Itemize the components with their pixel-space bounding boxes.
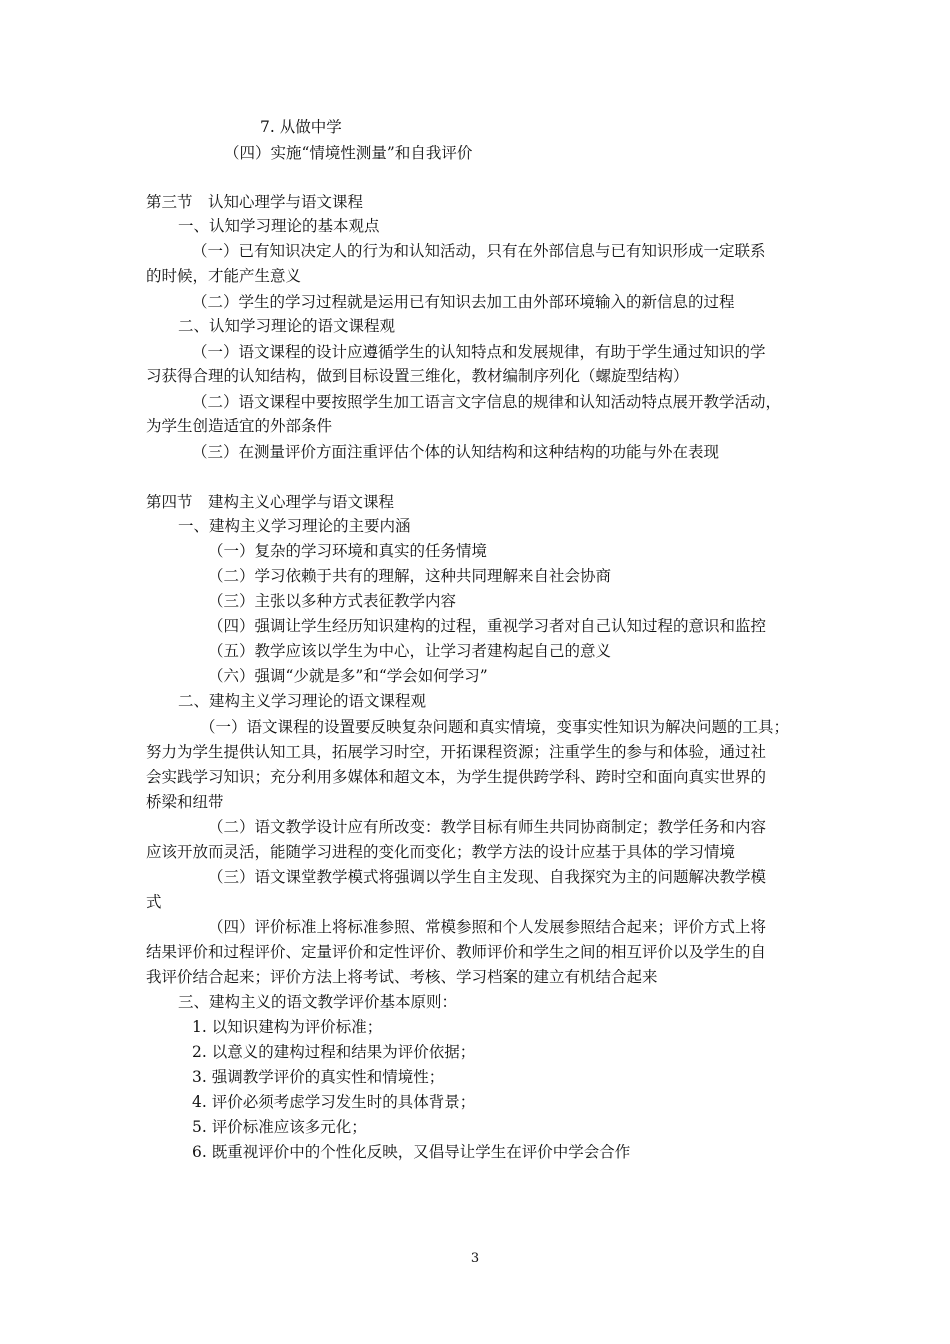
- section-4-list-item: （六）强调“少就是多”和“学会如何学习”: [208, 667, 488, 685]
- section-3-para: 为学生创造适宜的外部条件: [146, 417, 333, 435]
- section-4-para: （二）语文教学设计应有所改变：教学目标有师生共同协商制定；教学任务和内容: [208, 818, 767, 836]
- section-4-list-item: （三）主张以多种方式表征教学内容: [208, 592, 457, 610]
- section-4-part-1-heading: 一、建构主义学习理论的主要内涵: [178, 517, 411, 535]
- section-4-para: （一）语文课程的设置要反映复杂问题和真实情境，变事实性知识为解决问题的工具；: [200, 718, 790, 736]
- section-3-para: （三）在测量评价方面注重评估个体的认知结构和这种结构的功能与外在表现: [192, 443, 720, 461]
- section-4-para: （四）评价标准上将标准参照、常模参照和个人发展参照结合起来；评价方式上将: [208, 918, 767, 936]
- section-4-list-item: （四）强调让学生经历知识建构的过程，重视学习者对自己认知过程的意识和监控: [208, 617, 767, 635]
- principle-list-item: 4. 评价必须考虑学习发生时的具体背景；: [192, 1093, 476, 1111]
- subsection-4-heading: （四）实施“情境性测量”和自我评价: [224, 144, 473, 162]
- section-4-list-item: （一）复杂的学习环境和真实的任务情境: [208, 542, 488, 560]
- section-4-para: 会实践学习知识；充分利用多媒体和超文本，为学生提供跨学科、跨时空和面向真实世界的: [146, 768, 767, 786]
- section-3-title: 第三节 认知心理学与语文课程: [146, 193, 364, 211]
- section-3-para: （一）语文课程的设计应遵循学生的认知特点和发展规律，有助于学生通过知识的学: [192, 343, 766, 361]
- section-4-title: 第四节 建构主义心理学与语文课程: [146, 493, 395, 511]
- principle-list-item: 5. 评价标准应该多元化；: [192, 1118, 367, 1136]
- section-3-para: （一）已有知识决定人的行为和认知活动，只有在外部信息与已有知识形成一定联系: [192, 242, 766, 260]
- principle-list-item: 1. 以知识建构为评价标准；: [192, 1018, 383, 1036]
- section-4-para: 结果评价和过程评价、定量评价和定性评价、教师评价和学生之间的相互评价以及学生的自: [146, 943, 767, 961]
- section-4-part-3-heading: 三、建构主义的语文教学评价基本原则：: [178, 993, 458, 1011]
- page-number: 3: [470, 1251, 480, 1266]
- section-4-para: （三）语文课堂教学模式将强调以学生自主发现、自我探究为主的问题解决教学模: [208, 868, 767, 886]
- section-3-part-1-heading: 一、认知学习理论的基本观点: [178, 217, 380, 235]
- section-3-para: 的时候，才能产生意义: [146, 267, 302, 285]
- section-4-para: 我评价结合起来；评价方法上将考试、考核、学习档案的建立有机结合起来: [146, 968, 658, 986]
- section-3-para: 习获得合理的认知结构，做到目标设置三维化，教材编制序列化（螺旋型结构）: [146, 367, 689, 385]
- section-3-part-2-heading: 二、认知学习理论的语文课程观: [178, 317, 396, 335]
- section-3-para: （二）语文课程中要按照学生加工语言文字信息的规律和认知活动特点展开教学活动，: [192, 393, 782, 411]
- section-4-part-2-heading: 二、建构主义学习理论的语文课程观: [178, 692, 427, 710]
- principle-list-item: 2. 以意义的建构过程和结果为评价依据；: [192, 1043, 476, 1061]
- section-4-para: 桥梁和纽带: [146, 793, 224, 811]
- section-4-para: 式: [146, 893, 162, 911]
- section-4-list-item: （五）教学应该以学生为中心，让学习者建构起自己的意义: [208, 642, 612, 660]
- section-4-para: 努力为学生提供认知工具，拓展学习时空，开拓课程资源；注重学生的参与和体验，通过社: [146, 743, 767, 761]
- section-3-para: （二）学生的学习过程就是运用已有知识去加工由外部环境输入的新信息的过程: [192, 293, 735, 311]
- principle-list-item: 6. 既重视评价中的个性化反映，又倡导让学生在评价中学会合作: [192, 1143, 631, 1161]
- section-4-para: 应该开放而灵活，能随学习进程的变化而变化；教学方法的设计应基于具体的学习情境: [146, 843, 736, 861]
- principle-list-item: 3. 强调教学评价的真实性和情境性；: [192, 1068, 445, 1086]
- section-4-list-item: （二）学习依赖于共有的理解，这种共同理解来自社会协商: [208, 567, 612, 585]
- item-7-from-doing: 7. 从做中学: [260, 118, 342, 136]
